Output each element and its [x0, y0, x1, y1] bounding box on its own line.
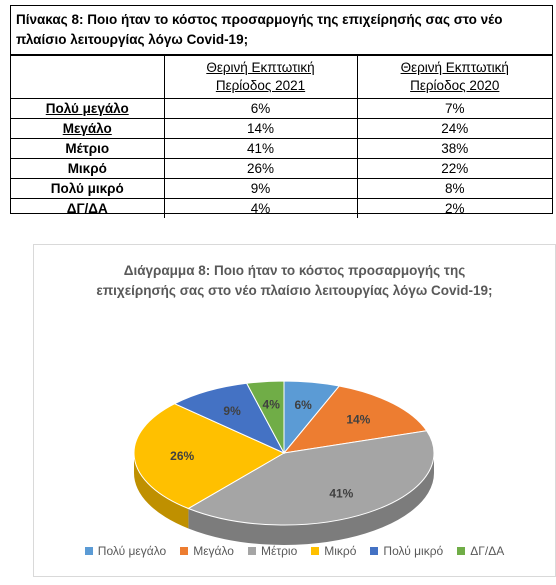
legend-label: Μέτριο — [260, 544, 298, 558]
legend-swatch — [85, 547, 93, 555]
legend-label: Πολύ μικρό — [383, 544, 444, 558]
header-2020-line1: Θερινή Εκπτωτική — [400, 60, 509, 75]
legend-item — [180, 544, 234, 558]
row-label: Πολύ μικρό — [11, 179, 164, 199]
data-label: 4% — [262, 397, 280, 412]
header-2021 — [164, 56, 357, 99]
value-2021: 9% — [164, 179, 357, 199]
data-label: 41% — [329, 486, 354, 501]
value-2020: 7% — [357, 99, 552, 119]
table-caption-line2: πλαίσιο λειτουργίας λόγω Covid-19; — [16, 32, 249, 47]
legend-item — [311, 544, 356, 558]
table-row — [11, 199, 552, 219]
value-2020: 22% — [357, 159, 552, 179]
data-label: 6% — [294, 397, 312, 412]
data-table — [11, 55, 552, 218]
header-2020-line2: Περίοδος 2020 — [410, 78, 500, 93]
legend-label: Πολύ μεγάλο — [97, 544, 167, 558]
pie-chart — [33, 244, 556, 577]
row-label: Μέτριο — [11, 139, 164, 159]
row-label: ΔΓ/ΔΑ — [11, 199, 164, 219]
value-2020: 2% — [357, 199, 552, 219]
value-2021: 41% — [164, 139, 357, 159]
pie-svg — [34, 245, 555, 576]
data-label: 9% — [223, 403, 241, 418]
value-2020: 8% — [357, 179, 552, 199]
header-2021-line2: Περίοδος 2021 — [215, 78, 306, 93]
value-2021: 4% — [164, 199, 357, 219]
value-2021: 6% — [164, 99, 357, 119]
row-label: Μεγάλο — [11, 119, 164, 139]
legend-swatch — [180, 547, 188, 555]
table-row — [11, 139, 552, 159]
legend-item — [370, 544, 443, 558]
table-caption — [11, 6, 552, 55]
value-2021: 14% — [164, 119, 357, 139]
row-label: Πολύ μεγάλο — [11, 99, 164, 119]
header-empty-cell — [11, 56, 164, 99]
legend-label: Μεγάλο — [193, 544, 234, 558]
table-row — [11, 159, 552, 179]
value-2020: 24% — [357, 119, 552, 139]
legend-label: Μικρό — [324, 544, 357, 558]
legend-swatch — [248, 547, 256, 555]
data-label: 26% — [170, 449, 195, 464]
chart-title-line2: επιχείρησής σας στο νέο πλαίσιο λειτουργίας λόγω Covid-19; — [96, 283, 493, 298]
value-2021: 26% — [164, 159, 357, 179]
legend-swatch — [311, 547, 319, 555]
data-label: 14% — [346, 412, 371, 427]
value-2020: 38% — [357, 139, 552, 159]
chart-title-line1: Διάγραμμα 8: Ποιο ήταν το κόστος προσαρμογής της — [123, 263, 466, 278]
table-caption-line1: Πίνακας 8: Ποιο ήταν το κόστος προσαρμογής της επιχείρησής σας στο νέο — [16, 12, 503, 27]
legend-swatch — [457, 547, 465, 555]
chart-legend — [34, 544, 555, 558]
legend-swatch — [370, 547, 378, 555]
table-row — [11, 119, 552, 139]
legend-item — [85, 544, 166, 558]
table-header-row — [11, 56, 552, 99]
legend-item — [248, 544, 297, 558]
header-2021-line1: Θερινή Εκπτωτική — [206, 60, 315, 75]
cost-table — [10, 5, 553, 214]
legend-item — [457, 544, 504, 558]
legend-label: ΔΓ/ΔΑ — [470, 544, 505, 558]
row-label: Μικρό — [11, 159, 164, 179]
header-2020 — [357, 56, 552, 99]
table-row — [11, 99, 552, 119]
table-row — [11, 179, 552, 199]
